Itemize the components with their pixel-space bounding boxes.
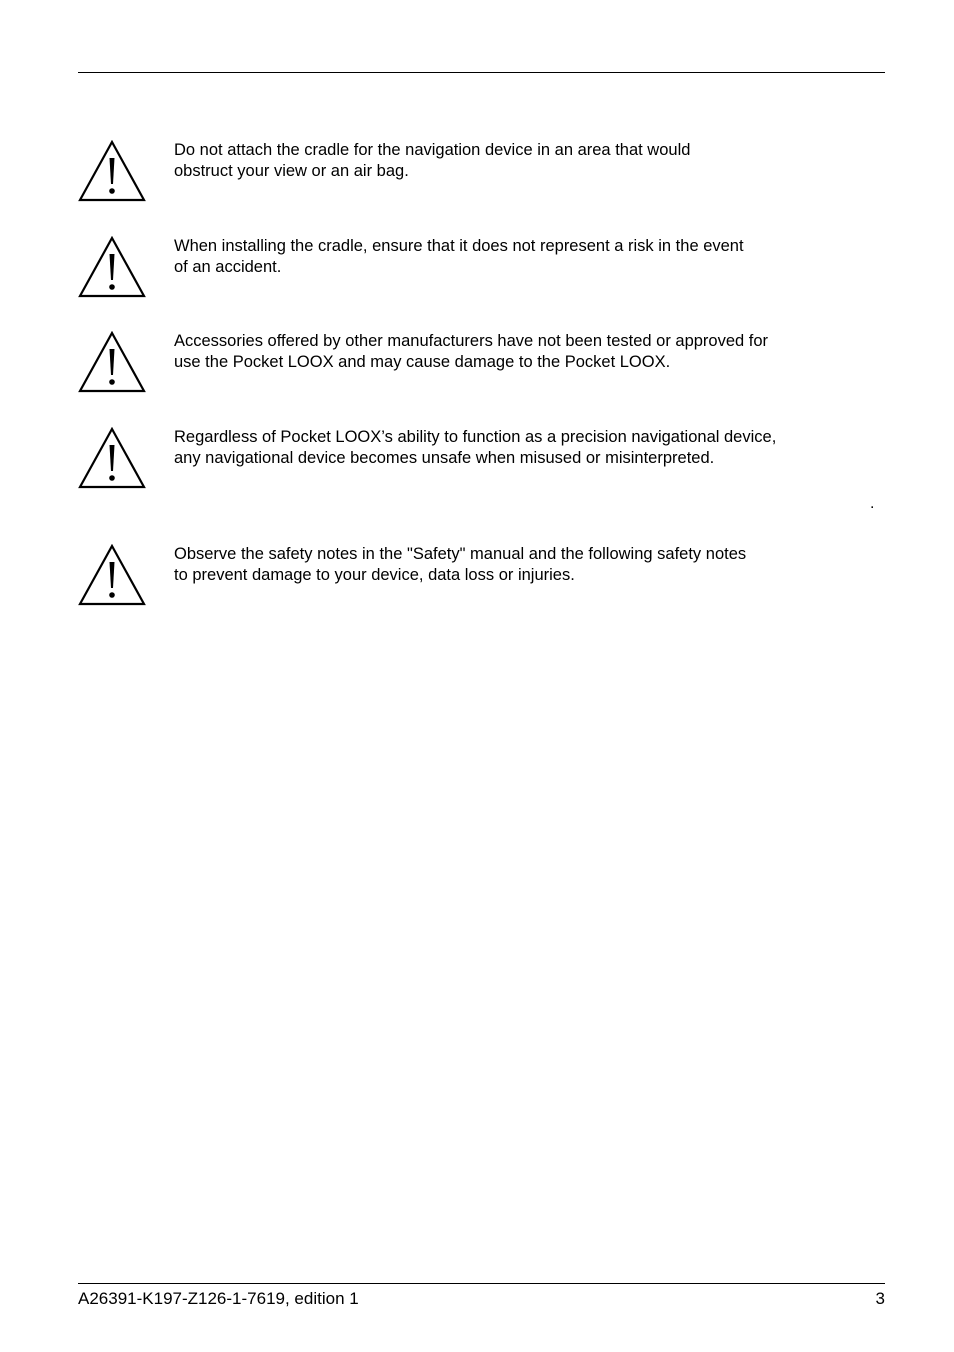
safety-note-text: Accessories offered by other manufacturers have not been tested or approved for use the Pocket LOOX and may cause damage to the Pocket LOOX. — [174, 332, 769, 371]
warning-triangle-icon — [78, 140, 146, 202]
safety-note-1 — [78, 140, 858, 204]
warning-triangle-icon — [78, 427, 146, 489]
footer-document-id: A26391-K197-Z126-1-7619, edition 1 — [78, 1289, 359, 1308]
warning-triangle-icon — [78, 236, 146, 298]
safety-note-text: Regardless of Pocket LOOX’s ability to function as a precision navigational device, any navigational device becomes unsafe when misused or misinterpreted. — [174, 428, 777, 467]
safety-note-4 — [78, 427, 858, 491]
safety-note-text: When installing the cradle, ensure that it does not represent a risk in the event of an accident. — [174, 237, 744, 276]
stray-mark: . — [870, 495, 875, 512]
header-rule — [78, 72, 885, 73]
warning-triangle-icon — [78, 544, 146, 606]
footer-page-number: 3 — [875, 1289, 885, 1308]
safety-note-text: Do not attach the cradle for the navigation device in an area that would obstruct your view or an air bag. — [174, 141, 691, 180]
warning-triangle-icon — [78, 331, 146, 393]
safety-note-text: Observe the safety notes in the "Safety" manual and the following safety notes to prevent damage to your device, data loss or injuries. — [174, 545, 747, 584]
safety-note-2 — [78, 236, 858, 300]
safety-note-3 — [78, 331, 858, 395]
footer-rule — [78, 1283, 885, 1284]
safety-note-5 — [78, 544, 858, 608]
